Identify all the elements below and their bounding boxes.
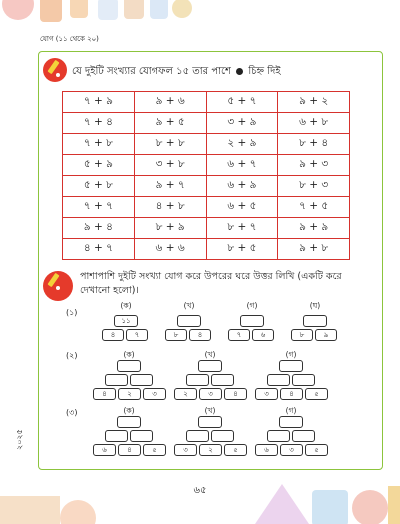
grid-row: [63, 176, 350, 197]
answer-box[interactable]: [186, 374, 209, 386]
number-box: ৮: [291, 329, 313, 341]
grid-row: [63, 92, 350, 113]
item-label: (ঘ): [309, 301, 321, 310]
grid-row: [63, 134, 350, 155]
number-box: ৫: [305, 444, 328, 456]
pen-icon: [43, 271, 73, 301]
item-label: (খ): [204, 350, 216, 359]
grid-cell[interactable]: ৬ + ৬: [134, 239, 206, 260]
grid-cell[interactable]: ৮ + ৩: [278, 176, 350, 197]
number-box: ৭: [228, 329, 250, 341]
grid-cell[interactable]: ৯ + ২: [278, 92, 350, 113]
grid-cell[interactable]: ৬ + ৭: [206, 155, 278, 176]
number-box: ৯: [315, 329, 337, 341]
grid-cell[interactable]: ৮ + ৯: [134, 218, 206, 239]
answer-box[interactable]: [177, 315, 201, 327]
sum-grid: [62, 91, 350, 260]
number-box: ৫: [305, 388, 328, 400]
answer-box[interactable]: [186, 430, 209, 442]
answer-box[interactable]: [198, 416, 222, 428]
answer-box[interactable]: [292, 374, 315, 386]
grid-cell[interactable]: ৮ + ৭: [206, 218, 278, 239]
number-box: ৩: [174, 444, 197, 456]
answer-box[interactable]: [267, 374, 290, 386]
answer-box[interactable]: [198, 360, 222, 372]
answer-box[interactable]: ১১: [114, 315, 138, 327]
exercise-number: (৩): [66, 408, 78, 417]
item-label: (গ): [285, 350, 297, 359]
number-box: ৩: [143, 388, 166, 400]
answer-box[interactable]: [211, 374, 234, 386]
number-box: ৩: [280, 444, 303, 456]
item-label: (খ): [204, 406, 216, 415]
answer-box[interactable]: [130, 430, 153, 442]
number-box: ২: [174, 388, 197, 400]
grid-cell[interactable]: ৮ + ৫: [206, 239, 278, 260]
number-box: ৫: [224, 444, 247, 456]
exercise-number: (২): [66, 351, 78, 360]
number-box: ৩: [199, 388, 222, 400]
number-box: ৪: [224, 388, 247, 400]
grid-cell[interactable]: ৯ + ৪: [63, 218, 135, 239]
grid-cell[interactable]: ৬ + ৯: [206, 176, 278, 197]
answer-box[interactable]: [130, 374, 153, 386]
grid-cell[interactable]: ৪ + ৮: [134, 197, 206, 218]
number-box: ২: [199, 444, 222, 456]
grid-row: [63, 113, 350, 134]
section1-instruction: [72, 64, 281, 81]
grid-cell[interactable]: ৭ + ৮: [63, 134, 135, 155]
section2-instruction-line2: দেখানো হলো)।: [80, 285, 139, 296]
number-box: ৪: [102, 329, 124, 341]
grid-row: [63, 155, 350, 176]
grid-cell[interactable]: ২ + ৯: [206, 134, 278, 155]
instruction-text-end: চিহ্ন দিই: [248, 66, 281, 77]
grid-cell[interactable]: ৯ + ৫: [134, 113, 206, 134]
answer-box[interactable]: [105, 430, 128, 442]
grid-cell[interactable]: ৫ + ৭: [206, 92, 278, 113]
side-year: ২০২৫: [15, 429, 24, 450]
grid-cell[interactable]: ৭ + ৭: [63, 197, 135, 218]
answer-box[interactable]: [279, 416, 303, 428]
item-label: (গ): [285, 406, 297, 415]
answer-box[interactable]: [240, 315, 264, 327]
answer-box[interactable]: [279, 360, 303, 372]
grid-cell[interactable]: ৮ + ৮: [134, 134, 206, 155]
answer-box[interactable]: [303, 315, 327, 327]
answer-box[interactable]: [292, 430, 315, 442]
exercise-number: (১): [66, 308, 78, 317]
answer-box[interactable]: [105, 374, 128, 386]
number-box: ৬: [93, 444, 116, 456]
number-box: ২: [118, 388, 141, 400]
item-label: (গ): [246, 301, 258, 310]
number-box: ৬: [255, 444, 278, 456]
grid-row: [63, 197, 350, 218]
number-box: ৮: [165, 329, 187, 341]
grid-cell[interactable]: ৭ + ৫: [278, 197, 350, 218]
answer-box[interactable]: [117, 416, 141, 428]
grid-cell[interactable]: ৯ + ৮: [278, 239, 350, 260]
header-decoration: [0, 0, 400, 26]
number-box: ৭: [126, 329, 148, 341]
grid-cell[interactable]: ৮ + ৪: [278, 134, 350, 155]
answer-box[interactable]: [117, 360, 141, 372]
grid-row: [63, 218, 350, 239]
item-label: (ক): [123, 350, 135, 359]
pen-icon: [43, 58, 67, 82]
grid-cell[interactable]: ৪ + ৭: [63, 239, 135, 260]
answer-box[interactable]: [211, 430, 234, 442]
number-box: ৬: [252, 329, 274, 341]
number-box: ৪: [93, 388, 116, 400]
item-label: (খ): [183, 301, 195, 310]
dot-icon: [236, 68, 243, 75]
item-label: (ক): [123, 406, 135, 415]
number-box: ৫: [143, 444, 166, 456]
grid-cell[interactable]: ৩ + ৮: [134, 155, 206, 176]
grid-cell[interactable]: ৭ + ৯: [63, 92, 135, 113]
instruction-text: যে দুইটি সংখ্যার যোগফল ১৫ তার পাশে: [72, 66, 231, 77]
grid-cell[interactable]: ৩ + ৯: [206, 113, 278, 134]
chapter-title: যোগ (১১ থেকে ২০): [40, 35, 99, 43]
item-label: (ক): [120, 301, 132, 310]
number-box: ৪: [189, 329, 211, 341]
answer-box[interactable]: [267, 430, 290, 442]
number-box: ৩: [255, 388, 278, 400]
grid-cell[interactable]: ৯ + ৩: [278, 155, 350, 176]
grid-row: [63, 239, 350, 260]
grid-cell[interactable]: ৫ + ৮: [63, 176, 135, 197]
section2-instruction-line1: পাশাপাশি দুইটি সংখ্যা যোগ করে উপরের ঘরে উত্তর লিখি (একটি করে: [80, 271, 342, 282]
grid-cell[interactable]: ৯ + ৭: [134, 176, 206, 197]
page-number: ৬৫: [193, 485, 207, 496]
number-box: ৪: [118, 444, 141, 456]
grid-cell[interactable]: ৬ + ৫: [206, 197, 278, 218]
grid-cell[interactable]: ৭ + ৪: [63, 113, 135, 134]
grid-cell[interactable]: ৫ + ৯: [63, 155, 135, 176]
grid-cell[interactable]: ৬ + ৮: [278, 113, 350, 134]
grid-cell[interactable]: ৯ + ৯: [278, 218, 350, 239]
grid-cell[interactable]: ৯ + ৬: [134, 92, 206, 113]
number-box: ৪: [280, 388, 303, 400]
